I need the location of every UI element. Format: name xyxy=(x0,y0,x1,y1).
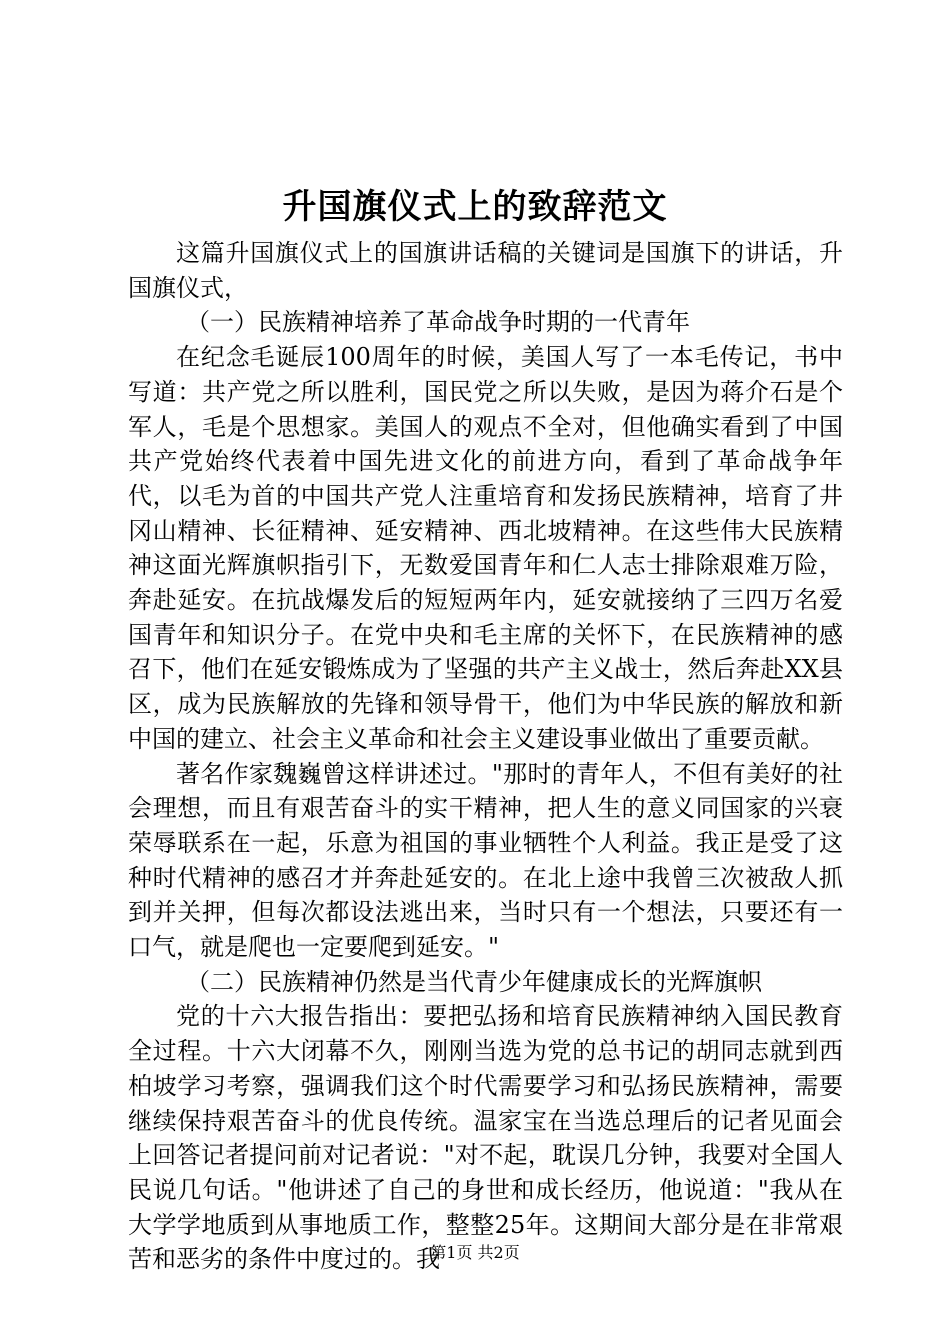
section-heading-2: （二）民族精神仍然是当代青少年健康成长的光辉旗帜 xyxy=(186,967,762,996)
body-paragraph: 在纪念毛诞辰100周年的时候，美国人写了一本毛传记，书中写道：共产党之所以胜利，国民党之所以失败，是因为蒋介石是个军人，毛是个思想家。美国人的观点不全对，但他确实看到了中国共产党始终代表着中国先进文化的前进方向，看到了革命战争年代，以毛为首的中国共产党人注重培育和发扬民族精神，培育了井冈山精神、长征精神、延安精神、西北坡精神。在这些伟大民族精神这面光辉旗帜指引下，无数爱国青年和仁人志士排除艰难万险，奔赴延安。在抗战爆发后的短短两年内，延安就接纳了三四万名爱国青年和知识分子。在党中央和毛主席的关怀下，在民族精神的感召下，他们在延安锻炼成为了坚强的共产主义战士，然后奔赴XX县区，成为民族解放的先锋和领导骨干，他们为中华民族的解放和新中国的建立、社会主义革命和社会主义建设事业做出了重要贡献。 xyxy=(128,343,843,753)
section-heading-1: （一）民族精神培养了革命战争时期的一代青年 xyxy=(186,308,690,337)
body-paragraph: 著名作家魏巍曾这样讲述过。"那时的青年人，不但有美好的社会理想，而且有艰苦奋斗的实干精神，把人生的意义同国家的兴衰荣辱联系在一起，乐意为祖国的事业牺牲个人利益。我正是受了这种时代精神的感召才并奔赴延安的。在北上途中我曾三次被敌人抓到并关押，但每次都设法逃出来，当时只有一个想法，只要还有一口气，就是爬也一定要爬到延安。" xyxy=(128,759,843,962)
document-title: 升国旗仪式上的致辞范文 xyxy=(282,187,668,227)
page-number-footer: 第1页 共2页 xyxy=(430,1243,520,1262)
intro-paragraph: 这篇升国旗仪式上的国旗讲话稿的关键词是国旗下的讲话，升国旗仪式， xyxy=(128,239,843,302)
body-paragraph: 党的十六大报告指出：要把弘扬和培育民族精神纳入国民教育全过程。十六大闭幕不久，刚刚当选为党的总书记的胡同志就到西柏坡学习考察，强调我们这个时代需要学习和弘扬民族精神，需要继续保持艰苦奋斗的优良传统。温家宝在当选总理后的记者见面会上回答记者提问前对记者说："对不起，耽误几分钟，我要对全国人民说几句话。"他讲述了自己的身世和成长经历，他说道："我从在大学学地质到从事地质工作，整整25年。这期间大部分是在非常艰苦和恶劣的条件中度过的。我 xyxy=(128,1002,843,1274)
document-body xyxy=(128,236,843,1277)
